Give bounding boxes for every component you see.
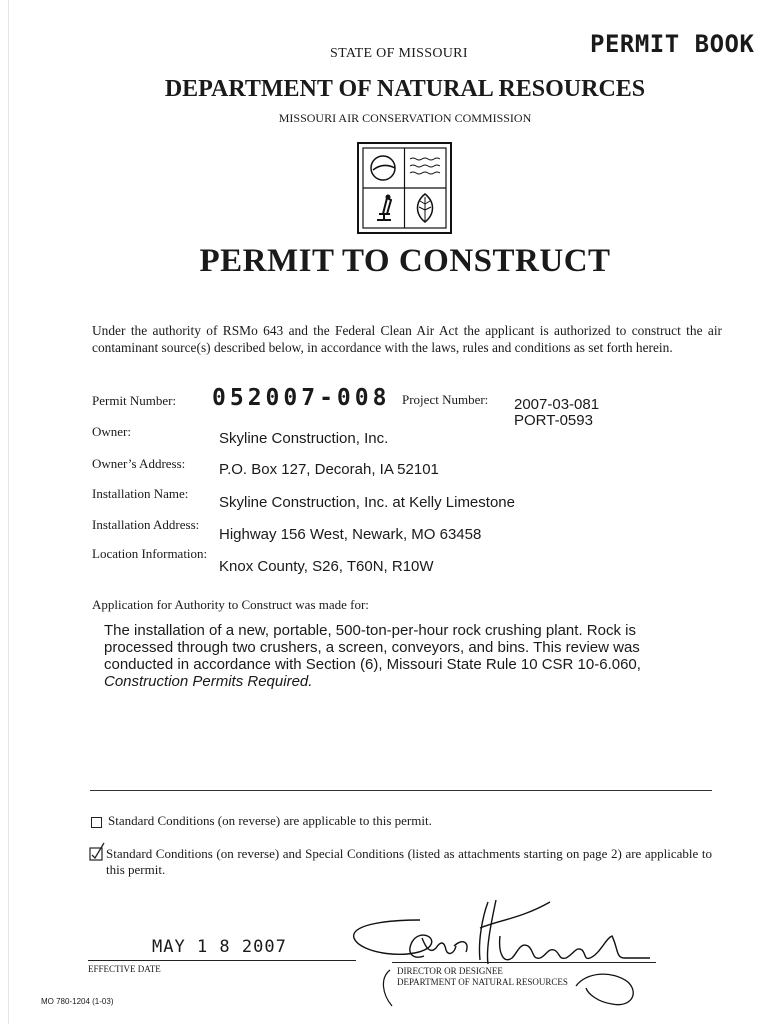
location-label: Location Information:	[92, 546, 208, 561]
department-logo	[357, 142, 452, 234]
section-divider	[90, 790, 712, 791]
page-title: PERMIT TO CONSTRUCT	[199, 243, 611, 279]
standard-conditions-checkbox[interactable]	[91, 815, 102, 833]
department-label: DEPARTMENT OF NATURAL RESOURCES	[397, 977, 568, 987]
owner-address-label: Owner’s Address:	[92, 456, 186, 471]
application-rule-title: Construction Permits Required.	[104, 673, 313, 690]
permit-book-stamp: PERMIT BOOK	[590, 30, 755, 58]
effective-date-label: EFFECTIVE DATE	[88, 964, 161, 974]
effective-date-line	[88, 960, 356, 961]
scan-edge-line	[8, 0, 9, 1024]
application-description	[104, 622, 664, 690]
installation-address-label: Installation Address:	[92, 517, 200, 532]
commission-heading: MISSOURI AIR CONSERVATION COMMISSION	[278, 111, 532, 125]
permit-number-label: Permit Number:	[92, 393, 177, 408]
project-number-line1: 2007-03-081	[514, 396, 600, 413]
application-description-text: The installation of a new, portable, 500-ton-per-hour rock crushing plant. Rock is processed through two crushers, a screen, conveyors, and bins. This review was conducted in accordance with Section (6), Missouri State Rule 10 CSR 10-6.060,	[104, 622, 641, 673]
installation-name-label: Installation Name:	[92, 486, 189, 501]
department-heading: DEPARTMENT OF NATURAL RESOURCES	[164, 76, 646, 102]
installation-address-value: Highway 156 West, Newark, MO 63458	[219, 526, 482, 543]
authority-paragraph: Under the authority of RSMo 643 and the Federal Clean Air Act the applicant is authorized to construct the air contaminant source(s) described below, in accordance with the laws, rules and conditions as set forth herein.	[92, 323, 722, 355]
director-signature-line	[392, 962, 656, 963]
director-signature	[350, 898, 660, 1008]
installation-name-value: Skyline Construction, Inc. at Kelly Limestone	[219, 494, 515, 511]
owner-label: Owner:	[92, 424, 131, 439]
director-label: DIRECTOR OR DESIGNEE	[397, 966, 503, 976]
permit-number: 052007-008	[212, 385, 391, 411]
standard-conditions-text: Standard Conditions (on reverse) are applicable to this permit.	[108, 813, 432, 828]
project-number-label: Project Number:	[402, 392, 489, 407]
effective-date-stamp: MAY 1 8 2007	[152, 937, 287, 957]
state-heading: STATE OF MISSOURI	[330, 46, 468, 61]
owner-address-value: P.O. Box 127, Decorah, IA 52101	[219, 461, 439, 478]
location-value: Knox County, S26, T60N, R10W	[219, 558, 434, 575]
application-label: Application for Authority to Construct was made for:	[92, 597, 369, 612]
form-number: MO 780-1204 (1-03)	[41, 997, 114, 1006]
special-conditions-text: Standard Conditions (on reverse) and Special Conditions (listed as attachments starting on page 2) are applicable to this permit.	[106, 846, 712, 877]
owner-value: Skyline Construction, Inc.	[219, 430, 389, 447]
project-number-line2: PORT-0593	[514, 412, 593, 429]
